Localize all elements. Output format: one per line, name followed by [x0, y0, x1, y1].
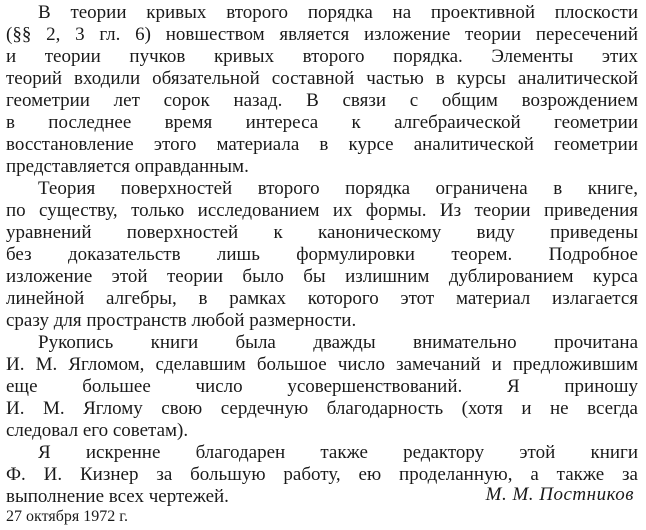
paragraph-1-line-5: геометрии лет сорок назад. В связи с общим возрождением	[6, 90, 638, 111]
paragraph-4-line-1: Я искренне благодарен также редактору этой книги	[38, 442, 638, 463]
paragraph-2-line-4: без доказательств лишь формулировки теорем. Подробное	[6, 244, 638, 265]
paragraph-2-line-2: по существу, только исследованием их формы. Из теории приведения	[6, 200, 638, 221]
paragraph-4-line-3: выполнение всех чертежей.	[6, 486, 229, 507]
paragraph-2-line-3: уравнений поверхностей к каноническому виду приведены	[6, 222, 638, 243]
paragraph-2-line-5: изложение этой теории было бы излишним дублированием курса	[6, 266, 638, 287]
author-signature: М. М. Постников	[485, 484, 634, 505]
paragraph-1-line-3: и теории пучков кривых второго порядка. Элементы этих	[6, 46, 638, 67]
preface-date: 27 октября 1972 г.	[6, 508, 128, 525]
paragraph-1-line-2: (§§ 2, 3 гл. 6) новшеством является изложение теории пересечений	[6, 24, 638, 45]
paragraph-1-line-7: восстановление этого материала в курсе аналитической геометрии	[6, 134, 638, 155]
paragraph-3-line-4: И. М. Яглому свою сердечную благодарность (хотя и не всегда	[6, 398, 638, 419]
paragraph-1-line-8: представляется оправданным.	[6, 156, 249, 177]
paragraph-1-line-4: теорий входили обязательной составной частью в курсы аналитической	[6, 68, 638, 89]
paragraph-2-line-1: Теория поверхностей второго порядка ограничена в книге,	[38, 178, 638, 199]
paragraph-4-line-2: Ф. И. Кизнер за большую работу, ею проделанную, а также за	[6, 464, 638, 485]
paragraph-2-line-6: линейной алгебры, в рамках которого этот материал излагается	[6, 288, 638, 309]
paragraph-1-line-1: В теории кривых второго порядка на проективной плоскости	[38, 2, 638, 23]
paragraph-2-line-7: сразу для пространств любой размерности.	[6, 310, 357, 331]
paragraph-3-line-1: Рукопись книги была дважды внимательно прочитана	[38, 332, 638, 353]
paragraph-3-line-5: следовал его советам).	[6, 420, 189, 441]
paragraph-3-line-3: еще большее число усовершенствований. Я приношу	[6, 376, 638, 397]
paragraph-3-line-2: И. М. Ягломом, сделавшим большое число замечаний и предложившим	[6, 354, 638, 375]
paragraph-1-line-6: в последнее время интереса к алгебраической геометрии	[6, 112, 638, 133]
